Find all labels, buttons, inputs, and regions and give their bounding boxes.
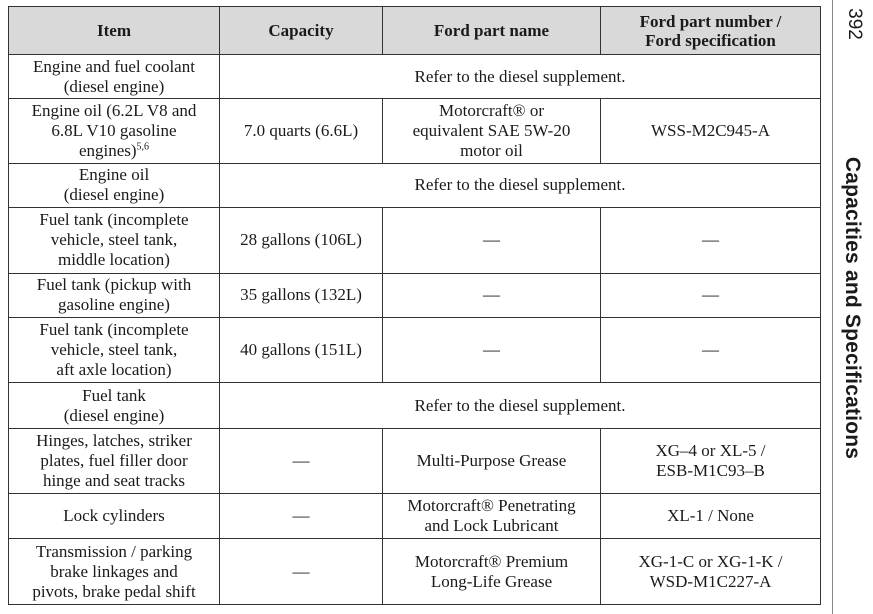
row-part-name: — [383,273,601,317]
row-span-note: Refer to the diesel supplement. [220,163,821,207]
row-item-text: Engine oil (6.2L V8 and 6.8L V10 gasoline engines) [31,101,197,161]
row-part-name: Motorcraft® or equivalent SAE 5W-20 motor oil [383,99,601,163]
page-number: 392 [844,8,865,40]
table-row [9,428,821,493]
row-part-number: XG-1-C or XG-1-K / WSD-M1C227-A [601,539,821,605]
row-item [9,99,220,163]
row-part-number: — [601,273,821,317]
table-row [9,163,821,207]
header-part-number: Ford part number / Ford specification [601,7,821,55]
row-capacity: — [220,539,383,605]
section-title: Capacities and Specifications [841,156,864,460]
row-part-name: — [383,317,601,382]
capacities-table [8,6,821,605]
row-item: Lock cylinders [9,494,220,539]
table-row [9,99,821,163]
table-row [9,55,821,99]
table-row [9,539,821,605]
row-item: Fuel tank (diesel engine) [9,383,220,428]
table-row [9,494,821,539]
row-span-note: Refer to the diesel supplement. [220,55,821,99]
row-capacity: 28 gallons (106L) [220,208,383,273]
footnote-ref: 5,6 [136,141,150,153]
row-capacity: 7.0 quarts (6.6L) [220,99,383,163]
row-part-number: XL-1 / None [601,494,821,539]
row-span-note: Refer to the diesel supplement. [220,383,821,428]
table-row [9,383,821,428]
row-part-name: Motorcraft® Penetrating and Lock Lubricant [383,494,601,539]
row-item: Fuel tank (incomplete vehicle, steel tank, middle location) [9,208,220,273]
row-item: Transmission / parking brake linkages and pivots, brake pedal shift [9,539,220,605]
row-item: Fuel tank (pickup with gasoline engine) [9,273,220,317]
table-header-row [9,7,821,55]
row-capacity: 35 gallons (132L) [220,273,383,317]
row-part-name: Motorcraft® Premium Long-Life Grease [383,539,601,605]
table-row [9,273,821,317]
row-part-number: — [601,208,821,273]
table-row [9,208,821,273]
row-item: Fuel tank (incomplete vehicle, steel tank, aft axle location) [9,317,220,382]
row-capacity: 40 gallons (151L) [220,317,383,382]
margin-divider [832,0,833,614]
row-capacity: — [220,494,383,539]
table-row [9,317,821,382]
row-part-number: — [601,317,821,382]
row-item: Engine oil (diesel engine) [9,163,220,207]
row-item: Engine and fuel coolant (diesel engine) [9,55,220,99]
row-part-name: Multi-Purpose Grease [383,428,601,493]
row-capacity: — [220,428,383,493]
row-part-name: — [383,208,601,273]
row-item: Hinges, latches, striker plates, fuel filler door hinge and seat tracks [9,428,220,493]
header-capacity: Capacity [220,7,383,55]
header-part-name: Ford part name [383,7,601,55]
row-part-number: XG–4 or XL-5 / ESB-M1C93–B [601,428,821,493]
header-item: Item [9,7,220,55]
row-part-number: WSS-M2C945-A [601,99,821,163]
